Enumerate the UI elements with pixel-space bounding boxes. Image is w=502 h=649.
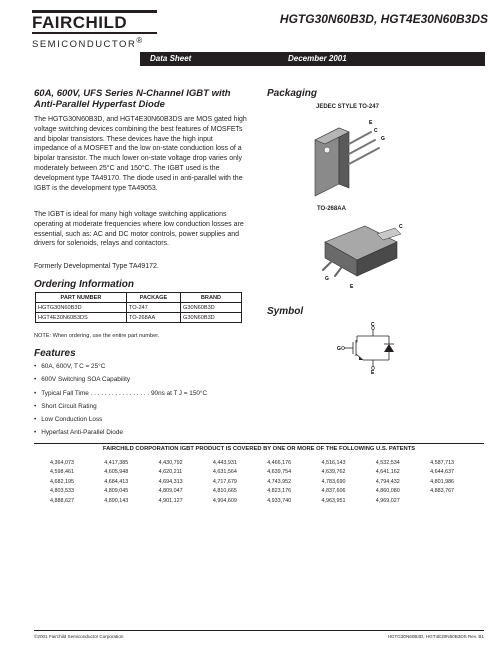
table-row	[36, 303, 242, 313]
to247-package-drawing	[305, 110, 385, 200]
patent-number: 4,639,754	[267, 469, 292, 476]
to268-body	[325, 226, 401, 276]
fairchild-logo	[32, 10, 157, 50]
packaging-heading: Packaging	[267, 88, 318, 99]
patent-number: 4,684,413	[104, 478, 129, 485]
emitter-terminal	[372, 367, 375, 370]
column-header: BRAND	[181, 293, 242, 303]
patent-number: 4,598,461	[50, 469, 74, 476]
patent-number: 4,743,952	[267, 478, 292, 485]
patent-number: 4,717,679	[212, 478, 237, 485]
intro-paragraph-1: The HGTG30N60B3D, and HGT4E30N60B3DS are MOS gated high voltage switching devices combining the best features of MOSFETs and bipolar transistors. These devices have the high input impedance of a MOSFET and the low on-state conduction loss of a bipolar transistor. The much lower on-state voltage drop varies only moderately between 25°C and 150°C. The IGBT used is the development type TA49170. The diode used in anti-parallel with the IGBT is the development type TA49053.	[34, 116, 247, 192]
pin-label-c: C	[399, 224, 403, 230]
patent-number: 4,364,073	[50, 460, 74, 466]
patent-number: 4,620,211	[158, 469, 183, 476]
table-cell: G30N60B3D	[181, 303, 242, 313]
symbol-pin-c: C	[371, 322, 375, 328]
list-item: • Short Circuit Rating	[34, 403, 207, 416]
to268-label: TO-268AA	[317, 206, 346, 212]
footer-part-revision: HGTG30N60B3D, HGT4E30N60B3DS Rev. B1	[387, 634, 484, 639]
patent-number: 4,803,533	[50, 488, 74, 495]
igbt-symbol	[337, 322, 409, 374]
patent-number: 4,963,951	[321, 497, 346, 504]
gate-terminal	[342, 347, 345, 350]
list-item: • 60A, 600V, T C = 25°C	[34, 363, 207, 376]
igbt-symbol-lines	[343, 328, 389, 368]
logo-brand: FAIRCHILD	[32, 13, 128, 32]
column-header: PART NUMBER	[36, 293, 127, 303]
patent-list	[50, 459, 484, 506]
patent-number: 4,969,027	[375, 497, 400, 504]
patent-number: 4,639,762	[321, 469, 346, 476]
document-title: HGTG30N60B3D, HGT4E30N60B3DS	[279, 12, 488, 26]
pin-label-g: G	[325, 276, 329, 282]
patent-number: 4,888,627	[50, 497, 74, 504]
patent-number: 4,644,637	[430, 469, 455, 476]
features-heading: Features	[34, 348, 76, 359]
patent-number: 4,682,195	[50, 478, 74, 485]
data-sheet-banner	[140, 52, 485, 66]
table-cell: G30N60B3D	[181, 313, 242, 323]
patent-number: 4,516,143	[321, 460, 346, 466]
pin-label-e: E	[369, 120, 373, 126]
patent-number: 4,641,162	[375, 469, 400, 476]
to247-body	[315, 128, 349, 196]
ordering-note: NOTE: When ordering, use the entire part number.	[34, 333, 160, 339]
pin-label-g: G	[381, 136, 385, 142]
patent-number: 4,801,986	[430, 478, 455, 485]
patent-number: 4,809,047	[158, 488, 183, 495]
patent-number: 4,417,385	[104, 460, 129, 466]
patent-number: 4,587,713	[430, 460, 455, 466]
symbol-heading: Symbol	[267, 306, 304, 317]
patent-number: 4,466,176	[267, 460, 292, 466]
logo-bar	[32, 32, 157, 34]
patent-number: 4,890,143	[104, 497, 129, 504]
patent-number: 4,809,045	[104, 488, 129, 495]
table-cell: HGTG30N60B3D	[36, 303, 127, 313]
patent-number: 4,430,792	[158, 460, 183, 466]
banner-date: December 2001	[288, 54, 347, 63]
logo-subbrand-text: SEMICONDUCTOR	[32, 39, 137, 51]
patent-number: 4,694,313	[158, 478, 183, 485]
features-list	[34, 363, 207, 443]
to247-leads	[349, 132, 379, 164]
patent-number: 4,783,690	[321, 478, 346, 485]
ordering-heading: Ordering Information	[34, 279, 134, 290]
banner-data-sheet: Data Sheet	[150, 54, 192, 63]
patent-number: 4,631,564	[212, 469, 237, 476]
table-cell: TO-268AA	[126, 313, 180, 323]
footer-copyright: ©2001 Fairchild Semiconductor Corporation	[34, 634, 124, 639]
list-item: • Hyperfast Anti-Parallel Diode	[34, 429, 207, 442]
patent-number: 4,901,127	[158, 497, 183, 504]
list-item: • 600V Switching SOA Capability	[34, 376, 207, 389]
symbol-pin-g: G	[337, 346, 341, 352]
patent-number: 4,837,606	[321, 488, 346, 495]
patent-number: 4,532,534	[375, 460, 400, 466]
symbol-pin-e: E	[371, 370, 375, 374]
table-cell: TO-247	[126, 303, 180, 313]
column-header: PACKAGE	[126, 293, 180, 303]
list-item: • Typical Fall Time . . . . . . . . . . . . . . . . . 90ns at T J = 150°C	[34, 390, 207, 403]
patent-number: 4,443,931	[212, 460, 237, 466]
patent-number: 4,904,609	[212, 497, 237, 504]
patent-number: 4,860,080	[375, 488, 400, 495]
product-heading: 60A, 600V, UFS Series N-Channel IGBT with Anti-Parallel Hyperfast Diode	[34, 88, 231, 110]
footer-divider	[34, 630, 484, 631]
patent-number: 4,794,432	[375, 478, 400, 485]
patent-divider	[34, 443, 484, 444]
registered-mark: ®	[136, 36, 144, 45]
patent-number: 4,883,767	[430, 488, 455, 495]
patent-number: 4,823,176	[267, 488, 292, 495]
patent-number: 4,810,665	[212, 488, 237, 495]
table-row	[36, 313, 242, 323]
patent-number: 4,933,740	[267, 497, 292, 504]
table-header-row	[36, 293, 242, 303]
logo-subbrand	[32, 35, 157, 50]
table-cell: HGT4E30N60B3DS	[36, 313, 127, 323]
pin-label-c: C	[374, 128, 378, 134]
patent-number: 4,605,948	[104, 469, 129, 476]
to247-label: JEDEC STYLE TO-247	[316, 104, 379, 110]
intro-paragraph-3: Formerly Developmental Type TA49172.	[34, 263, 159, 270]
patent-title: FAIRCHILD CORPORATION IGBT PRODUCT IS COVERED BY ONE OR MORE OF THE FOLLOWING U.S. PATENTS	[102, 446, 416, 452]
to268-package-drawing	[305, 212, 405, 294]
diode-icon	[384, 344, 394, 352]
ordering-table	[35, 292, 242, 323]
intro-paragraph-2: The IGBT is ideal for many high voltage switching applications operating at moderate frequencies where low conduction losses are essential, such as: AC and DC motor controls, power supplies and drivers for solenoids, relays and contactors.	[34, 211, 244, 248]
list-item: • Low Conduction Loss	[34, 416, 207, 429]
pin-label-e: E	[350, 284, 354, 290]
